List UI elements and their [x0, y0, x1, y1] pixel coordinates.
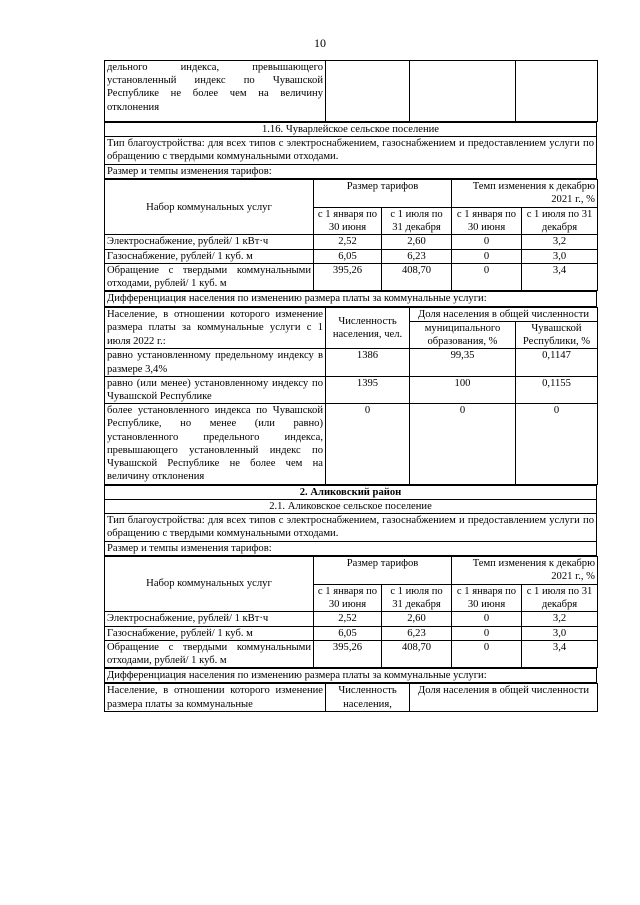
table-row: Газоснабжение, рублей/ 1 куб. м 6,05 6,23 0 3,0 [105, 249, 598, 263]
tariff-table [104, 556, 598, 668]
tariff-heading: Размер и темпы изменения тарифов: [105, 541, 597, 555]
document-body [104, 60, 597, 712]
table-row: Обращение с твердыми коммунальными отходами, рублей/ 1 куб. м 395,26 408,70 0 3,4 [105, 263, 598, 290]
diff-table [104, 683, 598, 711]
settlement-title: 2.1. Аликовское сельское поселение [105, 499, 597, 513]
table-row: равно установленному предельному индексу в размере 3,4% 1386 99,35 0,1147 [105, 349, 598, 376]
col-size: Размер тарифов [314, 179, 452, 207]
page-number: 10 [314, 36, 326, 50]
sub-col: с 1 июля по 31 декабря [382, 584, 452, 611]
sub-rep: Чувашской Республики, % [516, 321, 598, 348]
district2-block [104, 485, 597, 556]
col-population: Население, в отношении которого изменение размера платы за коммунальные [105, 684, 326, 711]
sub-col: с 1 января по 30 июня [314, 584, 382, 611]
col-size: Размер тарифов [314, 556, 452, 584]
diff-table [104, 307, 598, 485]
diff-heading: Дифференциация населения по изменению размера платы за коммунальные услуги: [105, 292, 597, 306]
col-count: Численность населения, чел. [326, 307, 410, 349]
improvement-type: Тип благоустройства: для всех типов с электроснабжением, газоснабжением и предоставлением услуги по обращению с твердыми коммунальными отходами. [105, 137, 597, 164]
col-count: Численность населения, [326, 684, 410, 711]
col-share: Доля населения в общей численности [410, 307, 598, 321]
table-row: Электроснабжение, рублей/ 1 кВт·ч 2,52 2,60 0 3,2 [105, 235, 598, 249]
diff-heading-row [104, 668, 597, 683]
diff-heading: Дифференциация населения по изменению размера платы за коммунальные услуги: [105, 669, 597, 683]
improvement-type: Тип благоустройства: для всех типов с электроснабжением, газоснабжением и предоставлением услуги по обращению с твердыми коммунальными отходами. [105, 514, 597, 541]
col-services: Набор коммунальных услуг [105, 556, 314, 611]
table-row: более установленного индекса по Чувашской Республике, но менее (или равно) установленного предельного индекса, превышающего установленный индекс по Чувашской Республике не более чем на величину отклонения 0 0 0 [105, 404, 598, 484]
table-row: Обращение с твердыми коммунальными отходами, рублей/ 1 куб. м 395,26 408,70 0 3,4 [105, 640, 598, 667]
section1-block [104, 122, 597, 179]
sub-col: с 1 июля по 31 декабря [382, 207, 452, 234]
diff-heading-row [104, 291, 597, 306]
table-row: равно (или менее) установленному индексу по Чувашской Республике 1395 100 0,1155 [105, 376, 598, 403]
continuation-table [104, 60, 598, 122]
table-row: Газоснабжение, рублей/ 1 куб. м 6,05 6,23 0 3,0 [105, 626, 598, 640]
col-rate: Темп изменения к декабрю 2021 г., % [452, 556, 598, 584]
sub-col: с 1 января по 30 июня [452, 584, 522, 611]
settlement-title: 1.16. Чуварлейское сельское поселение [105, 123, 597, 137]
tariff-table [104, 179, 598, 291]
sub-col: с 1 января по 30 июня [452, 207, 522, 234]
col-share: Доля населения в общей численности [410, 684, 598, 711]
sub-col: с 1 июля по 31 декабря [522, 207, 598, 234]
sub-col: с 1 июля по 31 декабря [522, 584, 598, 611]
col-services: Набор коммунальных услуг [105, 179, 314, 234]
sub-mun: муниципального образования, % [410, 321, 516, 348]
tariff-heading: Размер и темпы изменения тарифов: [105, 164, 597, 178]
table-row: Электроснабжение, рублей/ 1 кВт·ч 2,52 2,60 0 3,2 [105, 612, 598, 626]
continuation-text: дельного индекса, превышающего установленный индекс по Чувашской Республике не более чем на величину отклонения [105, 61, 326, 122]
district-title: 2. Аликовский район [105, 485, 597, 499]
sub-col: с 1 января по 30 июня [314, 207, 382, 234]
col-rate: Темп изменения к декабрю 2021 г., % [452, 179, 598, 207]
col-population: Население, в отношении которого изменение размера платы за коммунальные услуги с 1 июля 2022 г.: [105, 307, 326, 349]
